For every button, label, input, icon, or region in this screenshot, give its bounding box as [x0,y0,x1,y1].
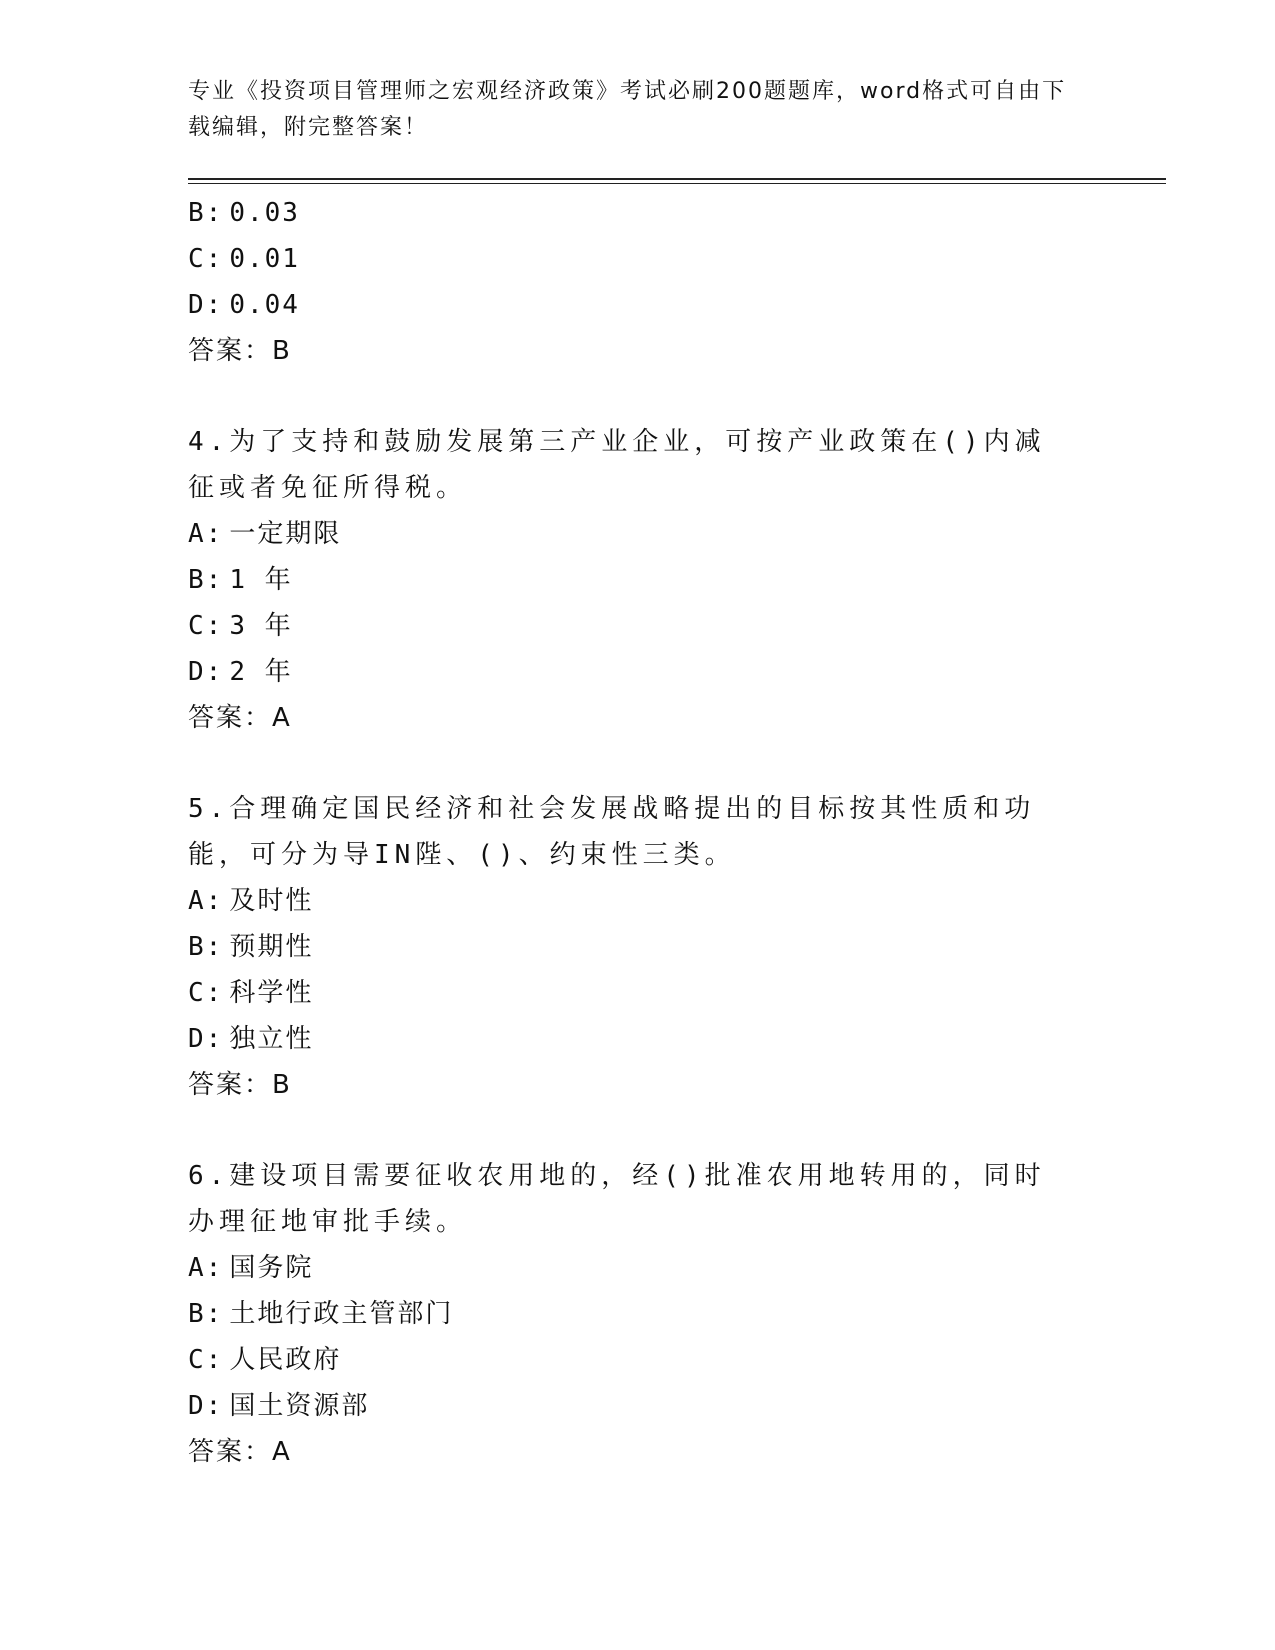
option-letter: D: [188,1391,224,1421]
spacer [188,741,1088,786]
option-d [188,649,1088,695]
option-letter: D: [188,1024,224,1054]
option-letter: A: [188,519,224,549]
spacer [188,374,1088,419]
option-a [188,1245,1088,1291]
option-letter: D: [188,657,224,687]
option-text: 3 年 [229,611,293,641]
answer-line: 答案：A [188,703,292,733]
spacer [188,1108,1088,1153]
option-b [188,190,1088,236]
option-text: 独立性 [229,1024,314,1054]
option-text: 土地行政主管部门 [229,1299,454,1329]
option-letter: B: [188,932,224,962]
option-letter: C: [188,244,224,274]
option-c [188,1337,1088,1383]
option-c [188,236,1088,282]
partial-question [188,190,1088,374]
option-b [188,924,1088,970]
option-text: 1 年 [229,565,293,595]
option-a [188,511,1088,557]
option-letter: B: [188,1299,224,1329]
header-divider-top [188,178,1166,180]
option-text: 2 年 [229,657,293,687]
option-text: 国土资源部 [229,1391,370,1421]
option-text: 一定期限 [229,519,342,549]
option-text: 国务院 [229,1253,314,1283]
answer-line: 答案：B [188,336,292,366]
question-block [188,786,1088,1108]
option-letter: B: [188,565,224,595]
answer-line: 答案：A [188,1437,292,1467]
option-text: 预期性 [229,932,314,962]
option-text: 0.04 [229,290,300,320]
option-d [188,1016,1088,1062]
option-c [188,970,1088,1016]
option-text: 人民政府 [229,1345,342,1375]
option-b [188,557,1088,603]
option-b [188,1291,1088,1337]
option-letter: C: [188,978,224,1008]
option-letter: A: [188,886,224,916]
option-d [188,1383,1088,1429]
option-a [188,878,1088,924]
option-letter: D: [188,290,224,320]
question-block [188,419,1088,741]
question-text: 4.为了支持和鼓励发展第三产业企业，可按产业政策在()内减征或者免征所得税。 [188,427,1046,503]
option-text: 科学性 [229,978,314,1008]
option-letter: A: [188,1253,224,1283]
question-text: 5.合理确定国民经济和社会发展战略提出的目标按其性质和功能，可分为导IN陛、()、约束性三类。 [188,794,1036,870]
option-text: 及时性 [229,886,314,916]
question-list [188,190,1088,1475]
option-text: 0.01 [229,244,300,274]
option-c [188,603,1088,649]
option-letter: C: [188,611,224,641]
question-block [188,1153,1088,1475]
option-letter: B: [188,198,224,228]
option-text: 0.03 [229,198,300,228]
option-letter: C: [188,1345,224,1375]
document-header: 专业《投资项目管理师之宏观经济政策》考试必刷200题题库，word格式可自由下载编辑，附完整答案！ [188,79,1067,140]
answer-line: 答案：B [188,1070,292,1100]
question-text: 6.建设项目需要征收农用地的，经()批准农用地转用的，同时办理征地审批手续。 [188,1161,1046,1237]
header-divider-bottom [188,183,1166,184]
option-d [188,282,1088,328]
